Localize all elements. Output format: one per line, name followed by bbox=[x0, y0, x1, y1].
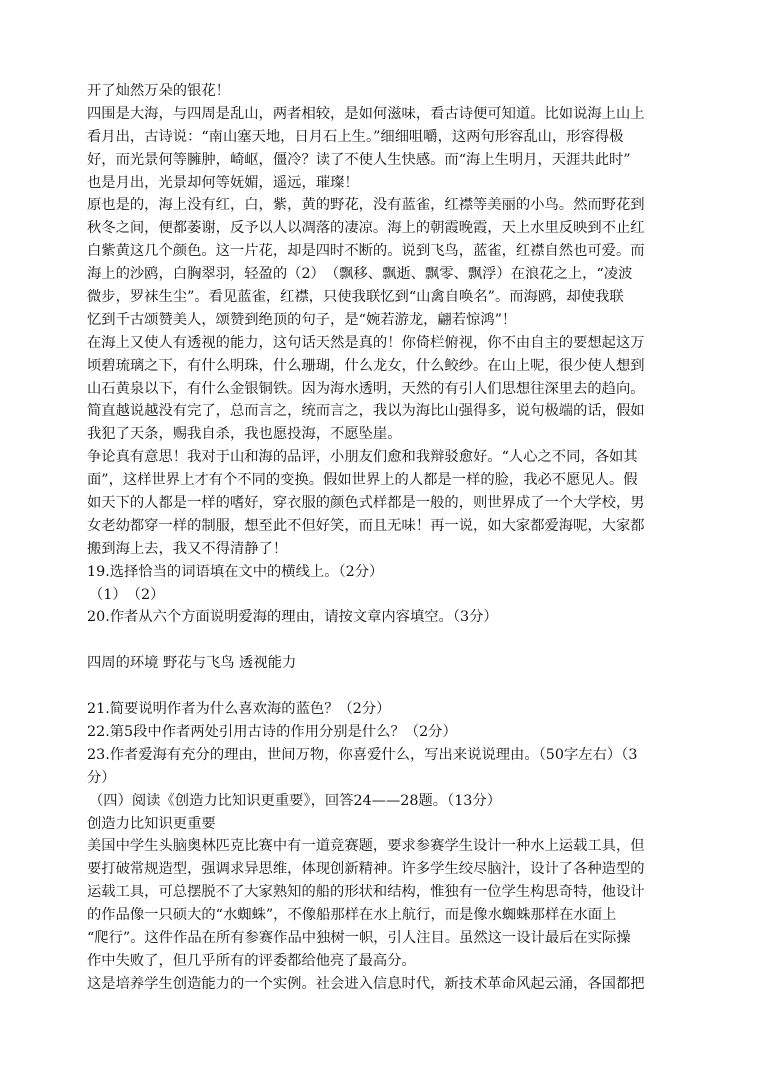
text-line: 简直越说越没有完了，总而言之，统而言之，我以为海比山强得多，说句极端的话，假如 bbox=[87, 403, 645, 420]
text-line: 原也是的，海上没有红，白，紫，黄的野花，没有蓝雀，红襟等美丽的小鸟。然而野花到 bbox=[87, 197, 645, 214]
text-line: 海上的沙鸥，白胸翠羽，轻盈的（2） （飘移、飘逝、飘零、飘浮）在浪花之上，“凌波 bbox=[87, 266, 633, 283]
text-line: 搬到海上去，我又不得清静了！ bbox=[87, 540, 288, 557]
question-19-blanks: （1） （2） bbox=[89, 586, 165, 603]
text-line: 运载工具，可总摆脱不了大家熟知的船的形状和结构，惟独有一位学生构思奇特，他设计 bbox=[87, 884, 645, 901]
text-line: 看月出，古诗说：“南山塞天地，日月石上生。”细细咀嚼，这两句形容乱山，形容得极 bbox=[87, 128, 624, 145]
text-line: 争论真有意思！我对于山和海的品评，小朋友们愈和我辩驳愈好。“人心之不同，各如其 bbox=[87, 449, 638, 466]
blank-line bbox=[87, 675, 681, 698]
article-title: 创造力比知识更重要 bbox=[87, 815, 216, 832]
section-four-instruction: （四）阅读《创造力比知识更重要》，回答24——28题。（13分） bbox=[89, 792, 501, 809]
text-line: 这是培养学生创造能力的一个实例。社会进入信息时代，新技术革命风起云涌，各国都把 bbox=[87, 975, 645, 992]
text-line: 面”，这样世界上才有个不同的变换。假如世界上的人都是一样的脸，我必不愿见人。假 bbox=[87, 472, 638, 489]
text-line: “爬行”。这件作品在所有参赛作品中独树一帜，引人注目。虽然这一设计最后在实际操 bbox=[87, 929, 631, 946]
question-23: 23.作者爱海有充分的理由，世间万物，你喜爱什么，写出来说说理由。（50字左右）（3 bbox=[87, 746, 638, 763]
text-line: 忆到千古颂赞美人，颂赞到绝顶的句子，是“婉若游龙，翩若惊鸿”！ bbox=[87, 311, 517, 328]
text-line: 也是月出，光景却何等妩媚，遥远，璀璨！ bbox=[87, 174, 359, 191]
text-line: 微步，罗袜生尘”。看见蓝雀，红襟，只使我联忆到“山禽自唤名”。而海鸥，却使我联 bbox=[87, 289, 624, 306]
text-line: 开了灿然万朵的银花！ bbox=[87, 83, 230, 99]
question-20-answer-cues: 四周的环境 野花与飞鸟 透视能力 bbox=[87, 655, 297, 672]
question-20: 20.作者从六个方面说明爱海的理由，请按文章内容填空。（3分） bbox=[87, 609, 498, 626]
text-line: 在海上又使人有透视的能力，这句话天然是真的！你倚栏俯视，你不由自主的要想起这万 bbox=[87, 334, 645, 351]
text-line: 作中失败了，但几乎所有的评委都给他亮了最高分。 bbox=[87, 952, 416, 969]
blank-line bbox=[87, 629, 681, 652]
text-line: 好，而光景何等臃肿，崎岖，僵冷？读了不使人生快感。而“海上生明月，天涯共此时” bbox=[87, 151, 631, 168]
text-line: 美国中学生头脑奥林匹克比赛中有一道竞赛题，要求参赛学生设计一种水上运载工具，但 bbox=[87, 838, 645, 855]
text-line: 秋冬之间，便都萎谢，反予以人以凋落的凄凉。海上的朝霞晚霞，天上水里反映到不止红 bbox=[87, 220, 645, 237]
text-line: 要打破常规造型，强调求异思维，体现创新精神。许多学生绞尽脑汁，设计了各种造型的 bbox=[87, 861, 645, 878]
text-line: 的作品像一只硕大的“水蜘蛛”，不像船那样在水上航行，而是像水蜘蛛那样在水面上 bbox=[87, 907, 617, 924]
text-line: 我犯了天条，赐我自杀，我也愿投海，不愿坠崖。 bbox=[87, 426, 402, 443]
text-line: 山石黄泉以下，有什么金银铜铁。因为海水透明，天然的有引人们思想往深里去的趋向。 bbox=[87, 380, 645, 397]
question-21: 21.简要说明作者为什么喜欢海的蓝色？（2分） bbox=[87, 701, 391, 718]
text-line: 白紫黄这几个颜色。这一片花，却是四时不断的。说到飞鸟，蓝雀，红襟自然也可爱。而 bbox=[87, 243, 645, 260]
text-line: 女老幼都穿一样的制服，想至此不但好笑，而且无味！再一说，如大家都爱海呢，大家都 bbox=[87, 517, 645, 534]
text-line: 顷碧琉璃之下，有什么明珠，什么珊瑚，什么龙女，什么鲛纱。在山上呢，很少使人想到 bbox=[87, 357, 645, 374]
question-23-continuation: 分） bbox=[87, 769, 116, 786]
text-line: 如天下的人都是一样的嗜好，穿衣服的颜色式样都是一般的，则世界成了一个大学校，男 bbox=[87, 495, 645, 512]
question-22: 22.第5段中作者两处引用古诗的作用分别是什么？（2分） bbox=[87, 723, 457, 740]
question-19: 19.选择恰当的词语填在文中的横线上。（2分） bbox=[87, 563, 384, 580]
document-page bbox=[87, 80, 681, 996]
text-line: 四围是大海，与四周是乱山，两者相较，是如何滋味，看古诗便可知道。比如说海上山上 bbox=[87, 105, 645, 122]
